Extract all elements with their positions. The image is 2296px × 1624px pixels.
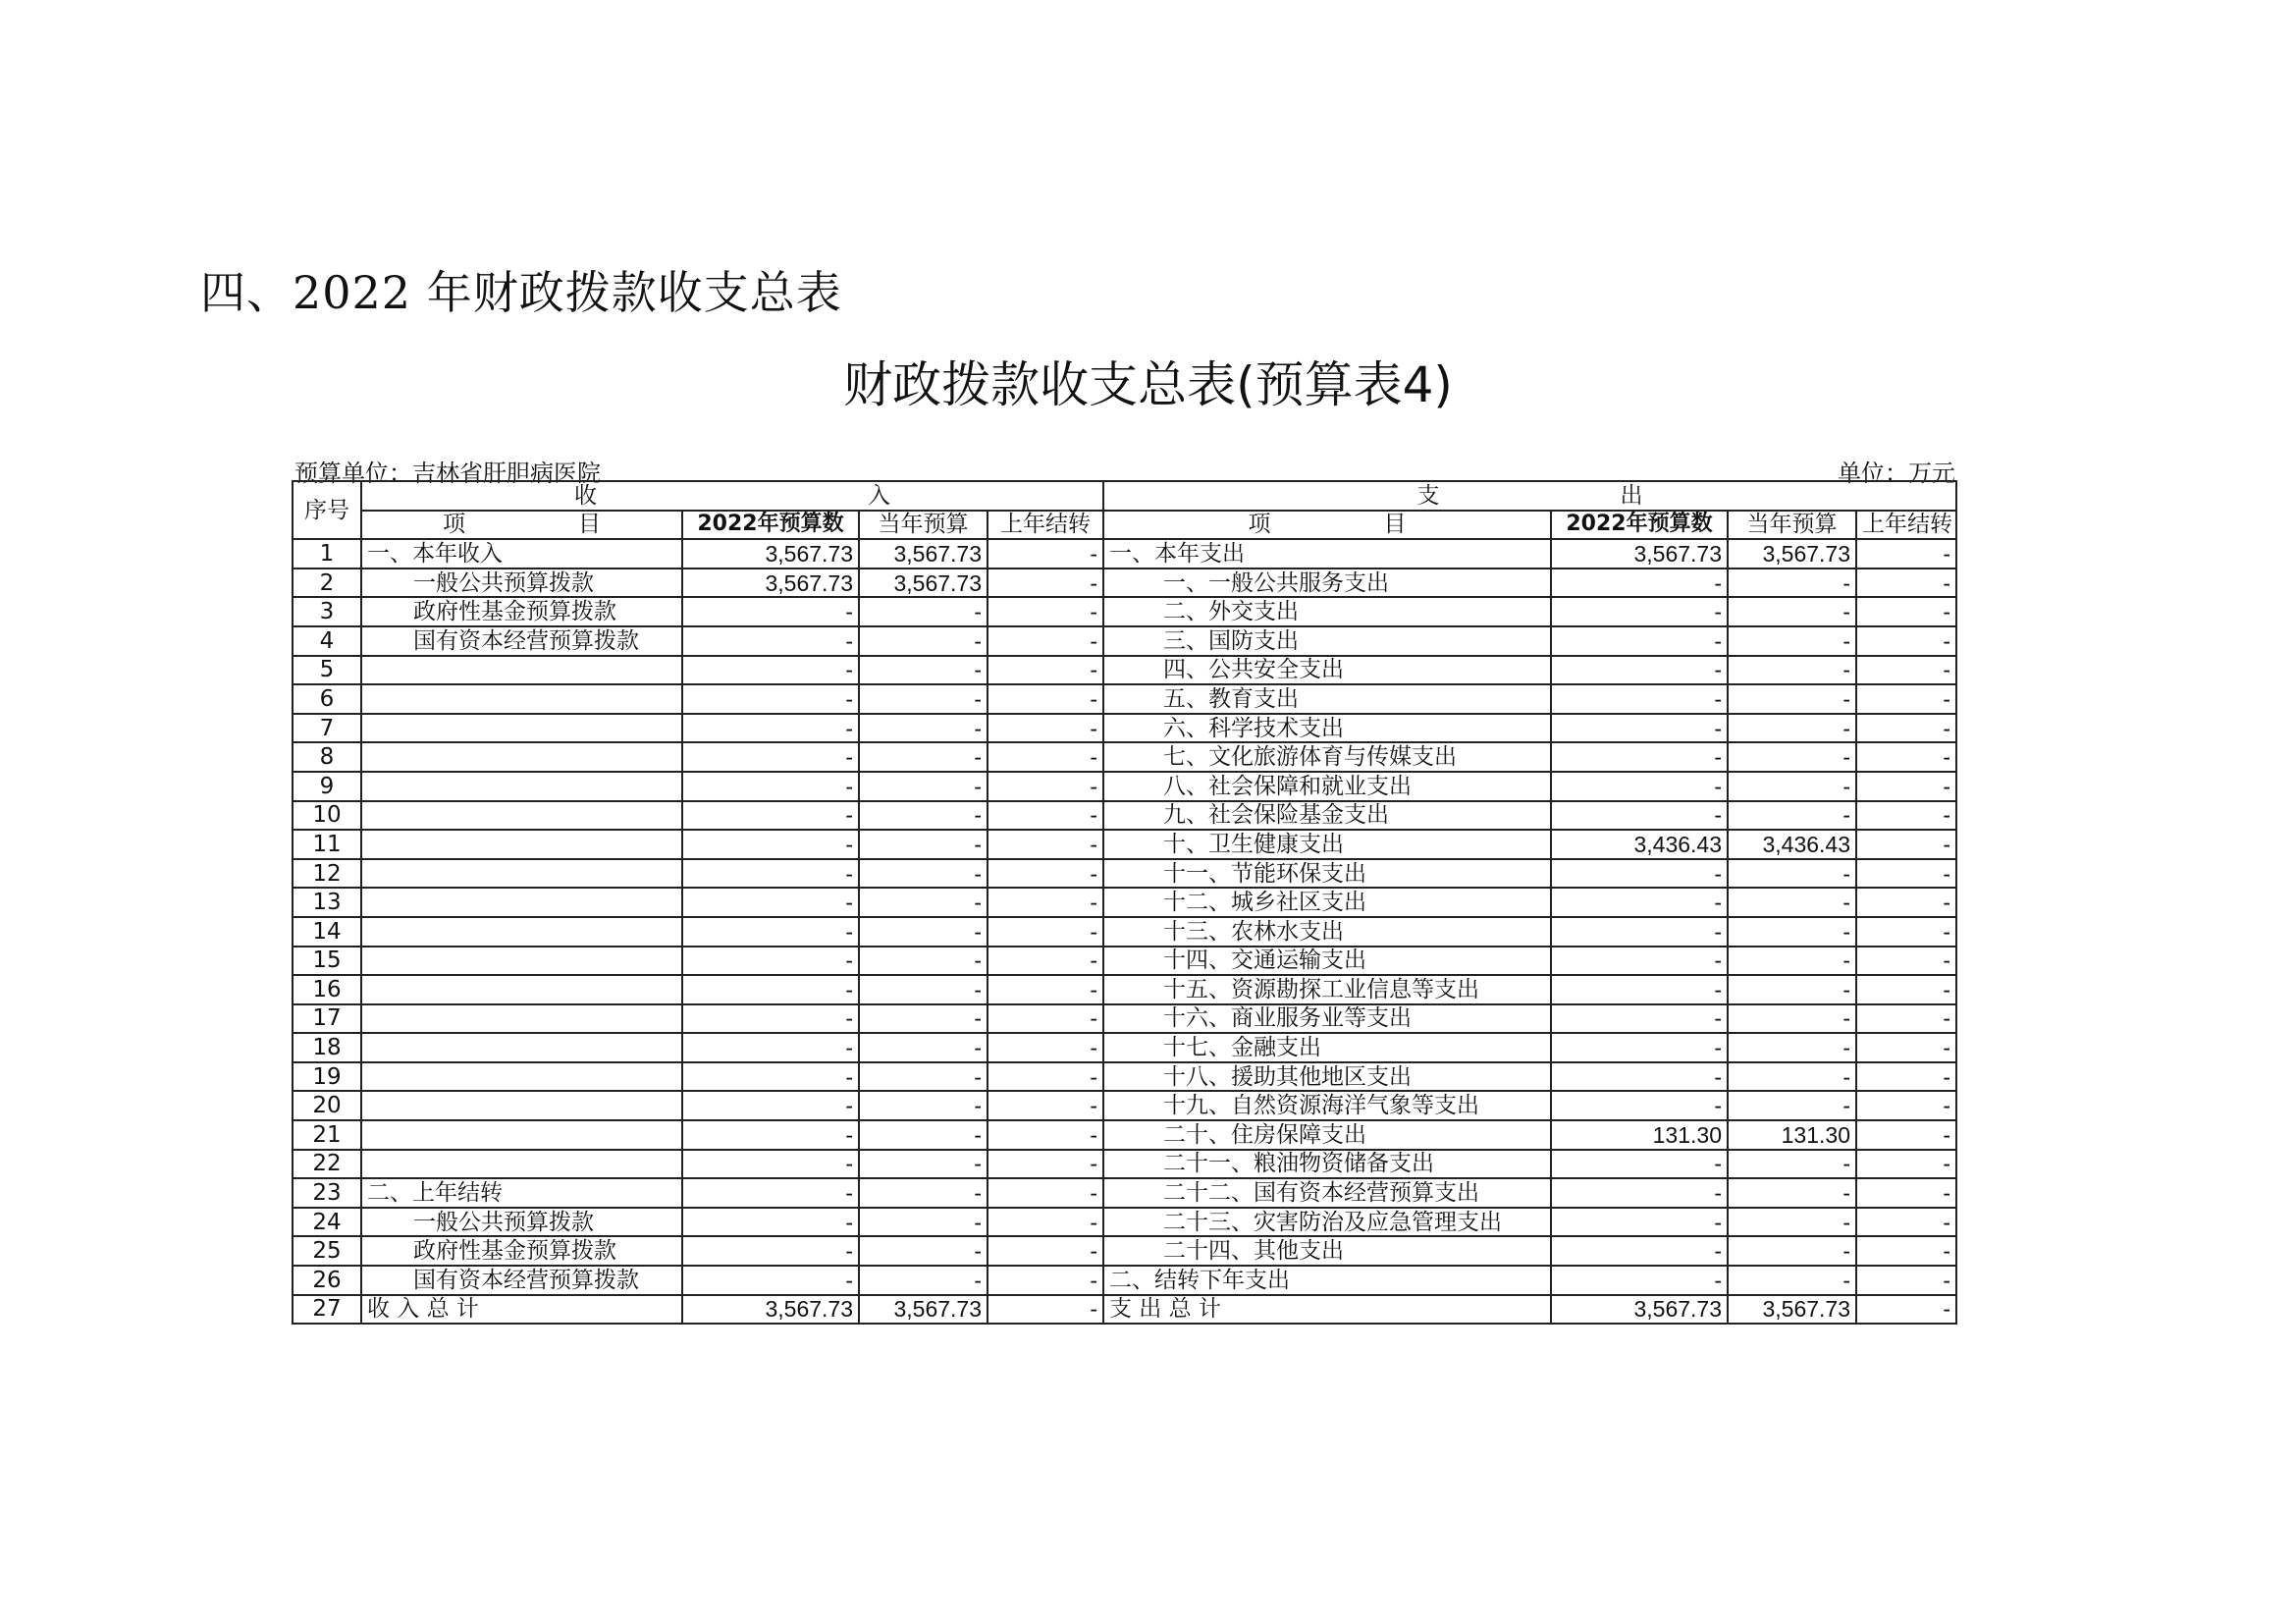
header-income-current-year: 当年预算: [859, 511, 988, 540]
row-expense-current-year: -: [1728, 1150, 1856, 1179]
row-income-prior-carryover: -: [988, 1295, 1103, 1325]
row-expense-budget-2022: 131.30: [1551, 1120, 1728, 1150]
row-expense-budget-2022: -: [1551, 597, 1728, 626]
row-income-prior-carryover: -: [988, 1091, 1103, 1120]
table-row: [293, 626, 1956, 656]
row-income-budget-2022: -: [682, 742, 859, 772]
row-income-prior-carryover: -: [988, 801, 1103, 831]
budget-unit-label: 预算单位：吉林省肝胆病医院: [294, 460, 601, 487]
row-expense-prior-carryover: -: [1856, 539, 1956, 568]
row-expense-item: 二十三、灾害防治及应急管理支出: [1103, 1208, 1551, 1237]
row-seq: 23: [293, 1178, 361, 1208]
row-expense-prior-carryover: -: [1856, 1033, 1956, 1062]
row-income-budget-2022: -: [682, 917, 859, 947]
row-expense-budget-2022: -: [1551, 684, 1728, 714]
table-row: [293, 568, 1956, 598]
row-expense-prior-carryover: -: [1856, 772, 1956, 801]
row-expense-prior-carryover: -: [1856, 742, 1956, 772]
row-income-prior-carryover: -: [988, 1120, 1103, 1150]
row-income-item: 一般公共预算拨款: [361, 1208, 682, 1237]
row-seq: 22: [293, 1150, 361, 1179]
header-income-prior-carryover: 上年结转: [988, 511, 1103, 540]
row-expense-current-year: -: [1728, 684, 1856, 714]
table-row: [293, 1033, 1956, 1062]
row-income-prior-carryover: -: [988, 1178, 1103, 1208]
row-expense-prior-carryover: -: [1856, 1236, 1956, 1266]
row-expense-prior-carryover: -: [1856, 859, 1956, 889]
row-expense-current-year: -: [1728, 1236, 1856, 1266]
row-expense-budget-2022: 3,436.43: [1551, 830, 1728, 859]
row-income-budget-2022: -: [682, 684, 859, 714]
row-income-budget-2022: -: [682, 1062, 859, 1092]
row-expense-current-year: 3,436.43: [1728, 830, 1856, 859]
row-income-budget-2022: -: [682, 597, 859, 626]
table-row: [293, 917, 1956, 947]
row-expense-item: 十二、城乡社区支出: [1103, 888, 1551, 917]
row-expense-current-year: -: [1728, 975, 1856, 1004]
row-expense-prior-carryover: -: [1856, 1295, 1956, 1325]
table-row: [293, 1150, 1956, 1179]
row-expense-budget-2022: -: [1551, 975, 1728, 1004]
row-income-prior-carryover: -: [988, 1062, 1103, 1092]
row-expense-current-year: -: [1728, 1033, 1856, 1062]
row-seq: 27: [293, 1295, 361, 1325]
row-seq: 20: [293, 1091, 361, 1120]
row-expense-current-year: 3,567.73: [1728, 1295, 1856, 1325]
row-income-item: [361, 888, 682, 917]
row-seq: 1: [293, 539, 361, 568]
row-seq: 2: [293, 568, 361, 598]
row-income-prior-carryover: -: [988, 1266, 1103, 1295]
table-row: [293, 1178, 1956, 1208]
row-expense-item: 十八、援助其他地区支出: [1103, 1062, 1551, 1092]
row-expense-prior-carryover: -: [1856, 714, 1956, 743]
row-income-current-year: 3,567.73: [859, 568, 988, 598]
row-expense-item: 二、外交支出: [1103, 597, 1551, 626]
table-row: [293, 1004, 1956, 1034]
row-expense-current-year: -: [1728, 859, 1856, 889]
row-expense-item: 八、社会保障和就业支出: [1103, 772, 1551, 801]
row-income-current-year: -: [859, 626, 988, 656]
row-expense-budget-2022: 3,567.73: [1551, 539, 1728, 568]
row-income-item: [361, 772, 682, 801]
row-income-prior-carryover: -: [988, 568, 1103, 598]
row-income-prior-carryover: -: [988, 975, 1103, 1004]
row-expense-current-year: -: [1728, 597, 1856, 626]
table-row: [293, 1091, 1956, 1120]
row-income-current-year: -: [859, 975, 988, 1004]
row-income-item: [361, 917, 682, 947]
row-income-item: [361, 947, 682, 976]
row-expense-item: 六、科学技术支出: [1103, 714, 1551, 743]
row-seq: 18: [293, 1033, 361, 1062]
row-income-current-year: -: [859, 742, 988, 772]
row-expense-prior-carryover: -: [1856, 1208, 1956, 1237]
row-seq: 17: [293, 1004, 361, 1034]
row-expense-prior-carryover: -: [1856, 830, 1956, 859]
row-expense-item: 十五、资源勘探工业信息等支出: [1103, 975, 1551, 1004]
row-income-current-year: -: [859, 772, 988, 801]
row-expense-item: 二十四、其他支出: [1103, 1236, 1551, 1266]
row-expense-current-year: -: [1728, 1062, 1856, 1092]
row-income-budget-2022: -: [682, 888, 859, 917]
row-expense-budget-2022: -: [1551, 626, 1728, 656]
row-expense-current-year: -: [1728, 888, 1856, 917]
row-income-budget-2022: -: [682, 975, 859, 1004]
row-expense-budget-2022: -: [1551, 714, 1728, 743]
row-expense-budget-2022: -: [1551, 742, 1728, 772]
row-expense-item: 二十二、国有资本经营预算支出: [1103, 1178, 1551, 1208]
row-expense-budget-2022: -: [1551, 1178, 1728, 1208]
row-income-prior-carryover: -: [988, 626, 1103, 656]
row-income-item: 二、上年结转: [361, 1178, 682, 1208]
row-income-current-year: -: [859, 1091, 988, 1120]
row-seq: 21: [293, 1120, 361, 1150]
row-expense-budget-2022: -: [1551, 1236, 1728, 1266]
table-row: [293, 1208, 1956, 1237]
row-expense-current-year: -: [1728, 801, 1856, 831]
row-income-budget-2022: -: [682, 656, 859, 685]
row-seq: 9: [293, 772, 361, 801]
table-row: [293, 1062, 1956, 1092]
table-row: [293, 714, 1956, 743]
row-expense-budget-2022: -: [1551, 1062, 1728, 1092]
row-income-budget-2022: -: [682, 801, 859, 831]
row-income-item: [361, 859, 682, 889]
row-income-budget-2022: -: [682, 1004, 859, 1034]
row-income-item: 政府性基金预算拨款: [361, 1236, 682, 1266]
table-row: [293, 742, 1956, 772]
header-row-group: [293, 481, 1956, 511]
row-expense-prior-carryover: -: [1856, 917, 1956, 947]
row-income-current-year: -: [859, 801, 988, 831]
table-row: [293, 859, 1956, 889]
row-expense-item: 十六、商业服务业等支出: [1103, 1004, 1551, 1034]
row-expense-current-year: -: [1728, 947, 1856, 976]
row-income-item: [361, 684, 682, 714]
row-income-prior-carryover: -: [988, 1150, 1103, 1179]
row-seq: 8: [293, 742, 361, 772]
row-income-current-year: 3,567.73: [859, 1295, 988, 1325]
row-seq: 12: [293, 859, 361, 889]
row-income-item: [361, 1062, 682, 1092]
row-expense-item: 支 出 总 计: [1103, 1295, 1551, 1325]
row-expense-budget-2022: -: [1551, 1266, 1728, 1295]
row-income-prior-carryover: -: [988, 830, 1103, 859]
row-seq: 25: [293, 1236, 361, 1266]
row-expense-current-year: -: [1728, 917, 1856, 947]
row-expense-current-year: -: [1728, 626, 1856, 656]
row-expense-prior-carryover: -: [1856, 947, 1956, 976]
row-income-item: 政府性基金预算拨款: [361, 597, 682, 626]
row-seq: 15: [293, 947, 361, 976]
row-seq: 14: [293, 917, 361, 947]
row-expense-item: 十三、农林水支出: [1103, 917, 1551, 947]
header-expense-budget-2022: 2022年预算数: [1551, 511, 1728, 540]
row-expense-item: 七、文化旅游体育与传媒支出: [1103, 742, 1551, 772]
row-income-current-year: -: [859, 888, 988, 917]
row-expense-prior-carryover: -: [1856, 597, 1956, 626]
row-income-item: 收 入 总 计: [361, 1295, 682, 1325]
row-expense-item: 十七、金融支出: [1103, 1033, 1551, 1062]
row-expense-prior-carryover: -: [1856, 656, 1956, 685]
unit-label: 单位：万元: [1838, 460, 1955, 487]
row-income-current-year: 3,567.73: [859, 539, 988, 568]
row-expense-budget-2022: -: [1551, 801, 1728, 831]
table-row: [293, 539, 1956, 568]
budget-table: [292, 480, 1957, 1325]
row-income-current-year: -: [859, 1178, 988, 1208]
row-income-prior-carryover: -: [988, 1033, 1103, 1062]
row-income-prior-carryover: -: [988, 539, 1103, 568]
row-income-item: [361, 1150, 682, 1179]
table-row: [293, 801, 1956, 831]
row-income-current-year: -: [859, 947, 988, 976]
row-income-current-year: -: [859, 859, 988, 889]
row-income-current-year: -: [859, 1208, 988, 1237]
row-seq: 16: [293, 975, 361, 1004]
row-income-prior-carryover: -: [988, 1208, 1103, 1237]
row-income-current-year: -: [859, 1033, 988, 1062]
row-expense-current-year: -: [1728, 714, 1856, 743]
row-income-budget-2022: -: [682, 626, 859, 656]
row-expense-current-year: -: [1728, 1208, 1856, 1237]
row-income-current-year: -: [859, 917, 988, 947]
row-income-item: [361, 1120, 682, 1150]
header-row-columns: [293, 511, 1956, 540]
row-expense-current-year: -: [1728, 1178, 1856, 1208]
row-expense-item: 五、教育支出: [1103, 684, 1551, 714]
row-expense-prior-carryover: -: [1856, 626, 1956, 656]
row-seq: 10: [293, 801, 361, 831]
row-seq: 11: [293, 830, 361, 859]
table-row: [293, 1236, 1956, 1266]
row-income-prior-carryover: -: [988, 888, 1103, 917]
section-heading: 四、2022 年财政拨款收支总表: [200, 266, 842, 319]
row-income-budget-2022: -: [682, 714, 859, 743]
header-income-item: 项 目: [361, 511, 682, 540]
row-expense-item: 三、国防支出: [1103, 626, 1551, 656]
table-title: 财政拨款收支总表(预算表4): [843, 356, 1453, 413]
row-seq: 19: [293, 1062, 361, 1092]
row-expense-prior-carryover: -: [1856, 975, 1956, 1004]
row-income-budget-2022: -: [682, 1236, 859, 1266]
row-income-budget-2022: -: [682, 859, 859, 889]
row-income-prior-carryover: -: [988, 947, 1103, 976]
row-income-current-year: -: [859, 1004, 988, 1034]
row-income-item: [361, 742, 682, 772]
row-expense-item: 十、卫生健康支出: [1103, 830, 1551, 859]
row-expense-current-year: 131.30: [1728, 1120, 1856, 1150]
header-expense-group: 支 出: [1103, 481, 1956, 511]
row-income-item: [361, 656, 682, 685]
table-row: [293, 830, 1956, 859]
row-income-current-year: -: [859, 656, 988, 685]
row-income-budget-2022: 3,567.73: [682, 1295, 859, 1325]
header-seq: 序号: [293, 481, 361, 539]
row-income-item: [361, 1091, 682, 1120]
row-income-budget-2022: -: [682, 1150, 859, 1179]
header-expense-prior-carryover: 上年结转: [1856, 511, 1956, 540]
row-income-prior-carryover: -: [988, 1004, 1103, 1034]
table-row: [293, 947, 1956, 976]
row-income-item: [361, 975, 682, 1004]
row-expense-budget-2022: 3,567.73: [1551, 1295, 1728, 1325]
row-income-item: 一、本年收入: [361, 539, 682, 568]
table-row: [293, 975, 1956, 1004]
header-expense-item: 项 目: [1103, 511, 1551, 540]
row-income-prior-carryover: -: [988, 714, 1103, 743]
row-income-prior-carryover: -: [988, 684, 1103, 714]
row-expense-prior-carryover: -: [1856, 1150, 1956, 1179]
row-income-prior-carryover: -: [988, 772, 1103, 801]
row-income-current-year: -: [859, 1266, 988, 1295]
row-seq: 26: [293, 1266, 361, 1295]
row-seq: 4: [293, 626, 361, 656]
row-expense-prior-carryover: -: [1856, 1062, 1956, 1092]
row-income-item: 一般公共预算拨款: [361, 568, 682, 598]
row-income-current-year: -: [859, 1120, 988, 1150]
row-expense-item: 十九、自然资源海洋气象等支出: [1103, 1091, 1551, 1120]
table-row: [293, 1295, 1956, 1325]
row-expense-current-year: -: [1728, 568, 1856, 598]
row-expense-budget-2022: -: [1551, 1208, 1728, 1237]
row-seq: 7: [293, 714, 361, 743]
row-income-item: [361, 801, 682, 831]
header-income-budget-2022: 2022年预算数: [682, 511, 859, 540]
row-expense-prior-carryover: -: [1856, 568, 1956, 598]
table-meta: [294, 454, 1955, 487]
row-income-budget-2022: -: [682, 772, 859, 801]
row-income-prior-carryover: -: [988, 597, 1103, 626]
row-expense-item: 一、本年支出: [1103, 539, 1551, 568]
table-row: [293, 597, 1956, 626]
row-expense-item: 二十、住房保障支出: [1103, 1120, 1551, 1150]
row-expense-prior-carryover: -: [1856, 684, 1956, 714]
table-row: [293, 1266, 1956, 1295]
row-expense-budget-2022: -: [1551, 859, 1728, 889]
row-expense-current-year: -: [1728, 656, 1856, 685]
table-row: [293, 888, 1956, 917]
row-expense-item: 四、公共安全支出: [1103, 656, 1551, 685]
row-expense-prior-carryover: -: [1856, 1178, 1956, 1208]
row-income-current-year: -: [859, 684, 988, 714]
row-expense-budget-2022: -: [1551, 568, 1728, 598]
table-row: [293, 1120, 1956, 1150]
row-seq: 24: [293, 1208, 361, 1237]
row-expense-budget-2022: -: [1551, 917, 1728, 947]
row-expense-prior-carryover: -: [1856, 801, 1956, 831]
row-income-current-year: -: [859, 1236, 988, 1266]
row-income-prior-carryover: -: [988, 859, 1103, 889]
row-income-item: 国有资本经营预算拨款: [361, 626, 682, 656]
table-body: [293, 539, 1956, 1324]
row-income-item: [361, 1033, 682, 1062]
row-seq: 6: [293, 684, 361, 714]
row-expense-budget-2022: -: [1551, 772, 1728, 801]
row-income-budget-2022: -: [682, 1208, 859, 1237]
row-expense-item: 十一、节能环保支出: [1103, 859, 1551, 889]
row-income-item: 国有资本经营预算拨款: [361, 1266, 682, 1295]
row-income-current-year: -: [859, 1150, 988, 1179]
header-income-group: 收 入: [361, 481, 1103, 511]
row-income-prior-carryover: -: [988, 742, 1103, 772]
row-expense-item: 十四、交通运输支出: [1103, 947, 1551, 976]
row-expense-current-year: -: [1728, 742, 1856, 772]
row-income-budget-2022: -: [682, 1266, 859, 1295]
table-row: [293, 684, 1956, 714]
row-income-budget-2022: -: [682, 830, 859, 859]
row-income-budget-2022: -: [682, 1178, 859, 1208]
row-expense-prior-carryover: -: [1856, 888, 1956, 917]
row-expense-prior-carryover: -: [1856, 1091, 1956, 1120]
row-income-budget-2022: -: [682, 1091, 859, 1120]
row-income-budget-2022: 3,567.73: [682, 539, 859, 568]
row-expense-budget-2022: -: [1551, 1091, 1728, 1120]
row-seq: 3: [293, 597, 361, 626]
row-income-prior-carryover: -: [988, 656, 1103, 685]
row-expense-item: 二十一、粮油物资储备支出: [1103, 1150, 1551, 1179]
row-expense-item: 九、社会保险基金支出: [1103, 801, 1551, 831]
row-expense-prior-carryover: -: [1856, 1266, 1956, 1295]
row-seq: 5: [293, 656, 361, 685]
row-expense-current-year: 3,567.73: [1728, 539, 1856, 568]
table-row: [293, 656, 1956, 685]
row-income-item: [361, 1004, 682, 1034]
row-expense-current-year: -: [1728, 772, 1856, 801]
row-expense-current-year: -: [1728, 1266, 1856, 1295]
row-income-current-year: -: [859, 714, 988, 743]
row-income-current-year: -: [859, 1062, 988, 1092]
row-expense-item: 二、结转下年支出: [1103, 1266, 1551, 1295]
row-expense-prior-carryover: -: [1856, 1004, 1956, 1034]
row-expense-budget-2022: -: [1551, 947, 1728, 976]
row-expense-current-year: -: [1728, 1091, 1856, 1120]
row-income-current-year: -: [859, 597, 988, 626]
row-income-item: [361, 714, 682, 743]
row-income-budget-2022: -: [682, 1033, 859, 1062]
table-row: [293, 772, 1956, 801]
row-income-budget-2022: 3,567.73: [682, 568, 859, 598]
row-income-prior-carryover: -: [988, 1236, 1103, 1266]
row-expense-budget-2022: -: [1551, 1004, 1728, 1034]
row-expense-budget-2022: -: [1551, 888, 1728, 917]
row-expense-budget-2022: -: [1551, 1150, 1728, 1179]
row-expense-budget-2022: -: [1551, 1033, 1728, 1062]
row-expense-budget-2022: -: [1551, 656, 1728, 685]
row-income-item: [361, 830, 682, 859]
header-expense-current-year: 当年预算: [1728, 511, 1856, 540]
row-income-current-year: -: [859, 830, 988, 859]
row-seq: 13: [293, 888, 361, 917]
row-income-prior-carryover: -: [988, 917, 1103, 947]
row-income-budget-2022: -: [682, 1120, 859, 1150]
row-expense-prior-carryover: -: [1856, 1120, 1956, 1150]
row-expense-item: 一、一般公共服务支出: [1103, 568, 1551, 598]
row-expense-current-year: -: [1728, 1004, 1856, 1034]
row-income-budget-2022: -: [682, 947, 859, 976]
